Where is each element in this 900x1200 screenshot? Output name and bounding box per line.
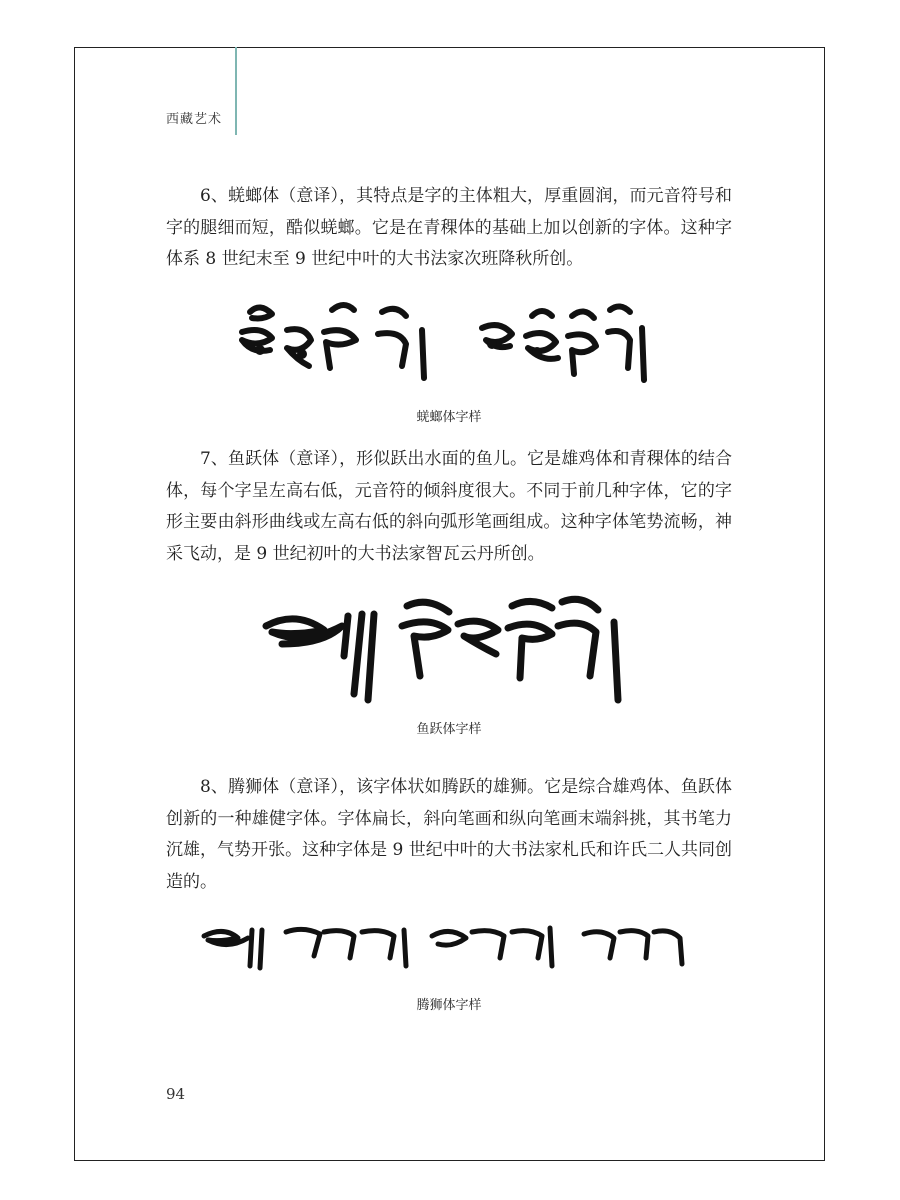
caption-leaping-lion-script: 腾狮体字样: [416, 998, 482, 1013]
header-accent-rule: [235, 47, 237, 135]
paragraph-leaping-lion-script: 8、腾狮体（意译），该字体状如腾跃的雄狮。它是综合雄鸡体、鱼跃体创新的一种雄健字体。字体扁长，斜向笔画和纵向笔画末端斜挑，其书笔力沉雄，气势开张。这种字体是 9 世纪中叶的大书法家札氏和许氏二人共同创造的。: [166, 777, 732, 892]
running-head: 西藏艺术: [166, 112, 223, 127]
caption-fish-leap-script: 鱼跃体字样: [416, 722, 482, 737]
paragraph-dung-beetle-script: 6、蜣螂体（意译），其特点是字的主体粗大，厚重圆润，而元音符号和字的腿细而短，酷似蜣螂。它是在青稞体的基础上加以创新的字体。这种字体系 8 世纪末至 9 世纪中叶的大书法家次班降秋所创。: [166, 186, 732, 270]
calligraphy-sample-fish-leap: [262, 592, 632, 710]
page-number: 94: [166, 1085, 186, 1103]
paragraph-fish-leap-script: 7、鱼跃体（意译），形似跃出水面的鱼儿。它是雄鸡体和青稞体的结合体，每个字呈左高右低，元音符的倾斜度很大。不同于前几种字体，它的字形主要由斜形曲线或左高右低的斜向弧形笔画组成。这种字体笔势流畅，神采飞动，是 9 世纪初叶的大书法家智瓦云丹所创。: [166, 449, 732, 564]
calligraphy-sample-leaping-lion: [200, 922, 690, 972]
calligraphy-sample-dung-beetle: [232, 292, 652, 392]
caption-dung-beetle-script: 蜣螂体字样: [416, 410, 482, 425]
